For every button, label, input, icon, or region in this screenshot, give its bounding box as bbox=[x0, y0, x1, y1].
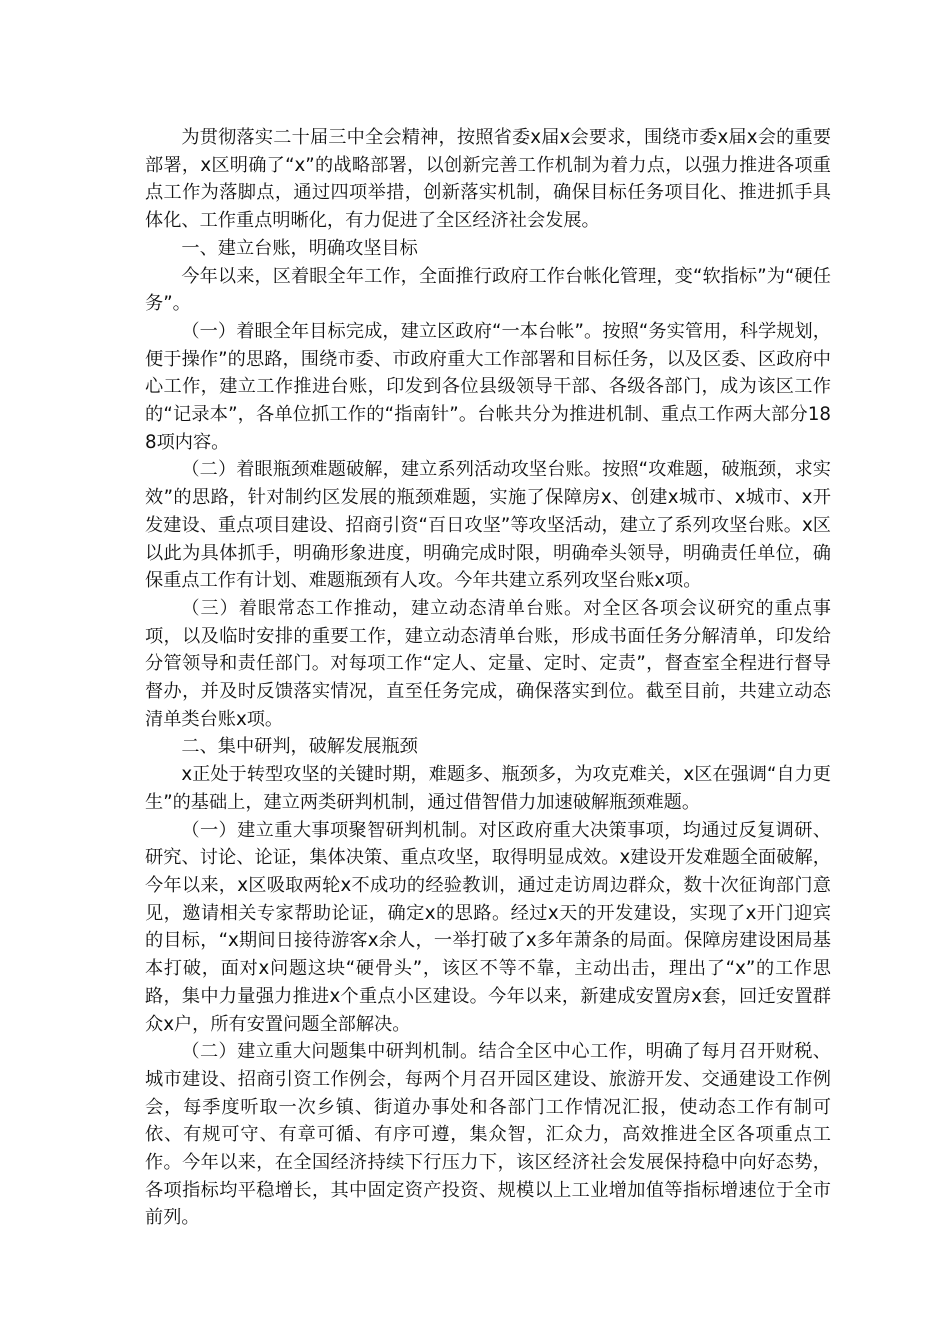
section-2-item-2: （二）建立重大问题集中研判机制。结合全区中心工作，明确了每月召开财税、城市建设、招商引资工作例会，每两个月召开园区建设、旅游开发、交通建设工作例会，每季度听取一次乡镇、街道办事处和各部门工作情况汇报，使动态工作有制可依、有规可守、有章可循、有序可遵，集众智，汇众力，高效推进全区各项重点工作。今年以来，在全国经济持续下行压力下，该区经济社会发展保持稳中向好态势，各项指标均平稳增长，其中固定资产投资、规模以上工业增加值等指标增速位于全市前列。 bbox=[145, 1041, 831, 1229]
section-heading-1: 一、建立台账，明确攻坚目标 bbox=[181, 237, 418, 259]
section-heading-2: 二、集中研判，破解发展瓶颈 bbox=[181, 736, 418, 758]
section-2-item-1: （一）建立重大事项聚智研判机制。对区政府重大决策事项，均通过反复调研、研究、讨论、论证，集体决策、重点攻坚，取得明显成效。x建设开发难题全面破解，今年以来，x区吸取两轮x不成功的经验教训，通过走访周边群众，数十次征询部门意见，邀请相关专家帮助论证，确定x的思路。经过x天的开发建设，实现了x开门迎宾的目标，“x期间日接待游客x余人，一举打破了x多年萧条的局面。保障房建设困局基本打破，面对x问题这块“硬骨头”，该区不等不靠，主动出击，理出了“x”的工作思路，集中力量强力推进x个重点小区建设。今年以来，新建成安置房x套，回迁安置群众x户，所有安置问题全部解决。 bbox=[145, 819, 831, 1035]
section-1-item-2: （二）着眼瓶颈难题破解，建立系列活动攻坚台账。按照“攻难题，破瓶颈，求实效”的思路，针对制约区发展的瓶颈难题，实施了保障房x、创建x城市、x城市、x开发建设、重点项目建设、招商引资“百日攻坚”等攻坚活动，建立了系列攻坚台账。x区以此为具体抓手，明确形象进度，明确完成时限，明确牵头领导，明确责任单位，确保重点工作有计划、难题瓶颈有人攻。今年共建立系列攻坚台账x项。 bbox=[145, 459, 831, 592]
section-1-item-3: （三）着眼常态工作推动，建立动态清单台账。对全区各项会议研究的重点事项，以及临时安排的重要工作，建立动态清单台账，形成书面任务分解清单，印发给分管领导和责任部门。对每项工作“定人、定量、定时、定责”，督查室全程进行督导督办，并及时反馈落实情况，直至任务完成，确保落实到位。截至目前，共建立动态清单类台账x项。 bbox=[145, 597, 831, 730]
intro-paragraph: 为贯彻落实二十届三中全会精神，按照省委x届x会要求，围绕市委x届x会的重要部署，x区明确了“x”的战略部署，以创新完善工作机制为着力点，以强力推进各项重点工作为落脚点，通过四项举措，创新落实机制，确保目标任务项目化、推进抓手具体化、工作重点明晰化，有力促进了全区经济社会发展。 bbox=[145, 127, 831, 232]
section-1-intro: 今年以来，区着眼全年工作，全面推行政府工作台帐化管理，变“软指标”为“硬任务”。 bbox=[145, 265, 831, 315]
section-2-intro: x正处于转型攻坚的关键时期，难题多、瓶颈多，为攻克难关，x区在强调“自力更生”的基础上，建立两类研判机制，通过借智借力加速破解瓶颈难题。 bbox=[145, 764, 831, 813]
document-page bbox=[145, 124, 831, 1232]
section-1-item-1: （一）着眼全年目标完成，建立区政府“一本台帐”。按照“务实管用，科学规划，便于操作”的思路，围绕市委、市政府重大工作部署和目标任务，以及区委、区政府中心工作，建立工作推进台账，印发到各位县级领导干部、各级各部门，成为该区工作的“记录本”，各单位抓工作的“指南针”。台帐共分为推进机制、重点工作两大部分188项内容。 bbox=[145, 320, 831, 453]
